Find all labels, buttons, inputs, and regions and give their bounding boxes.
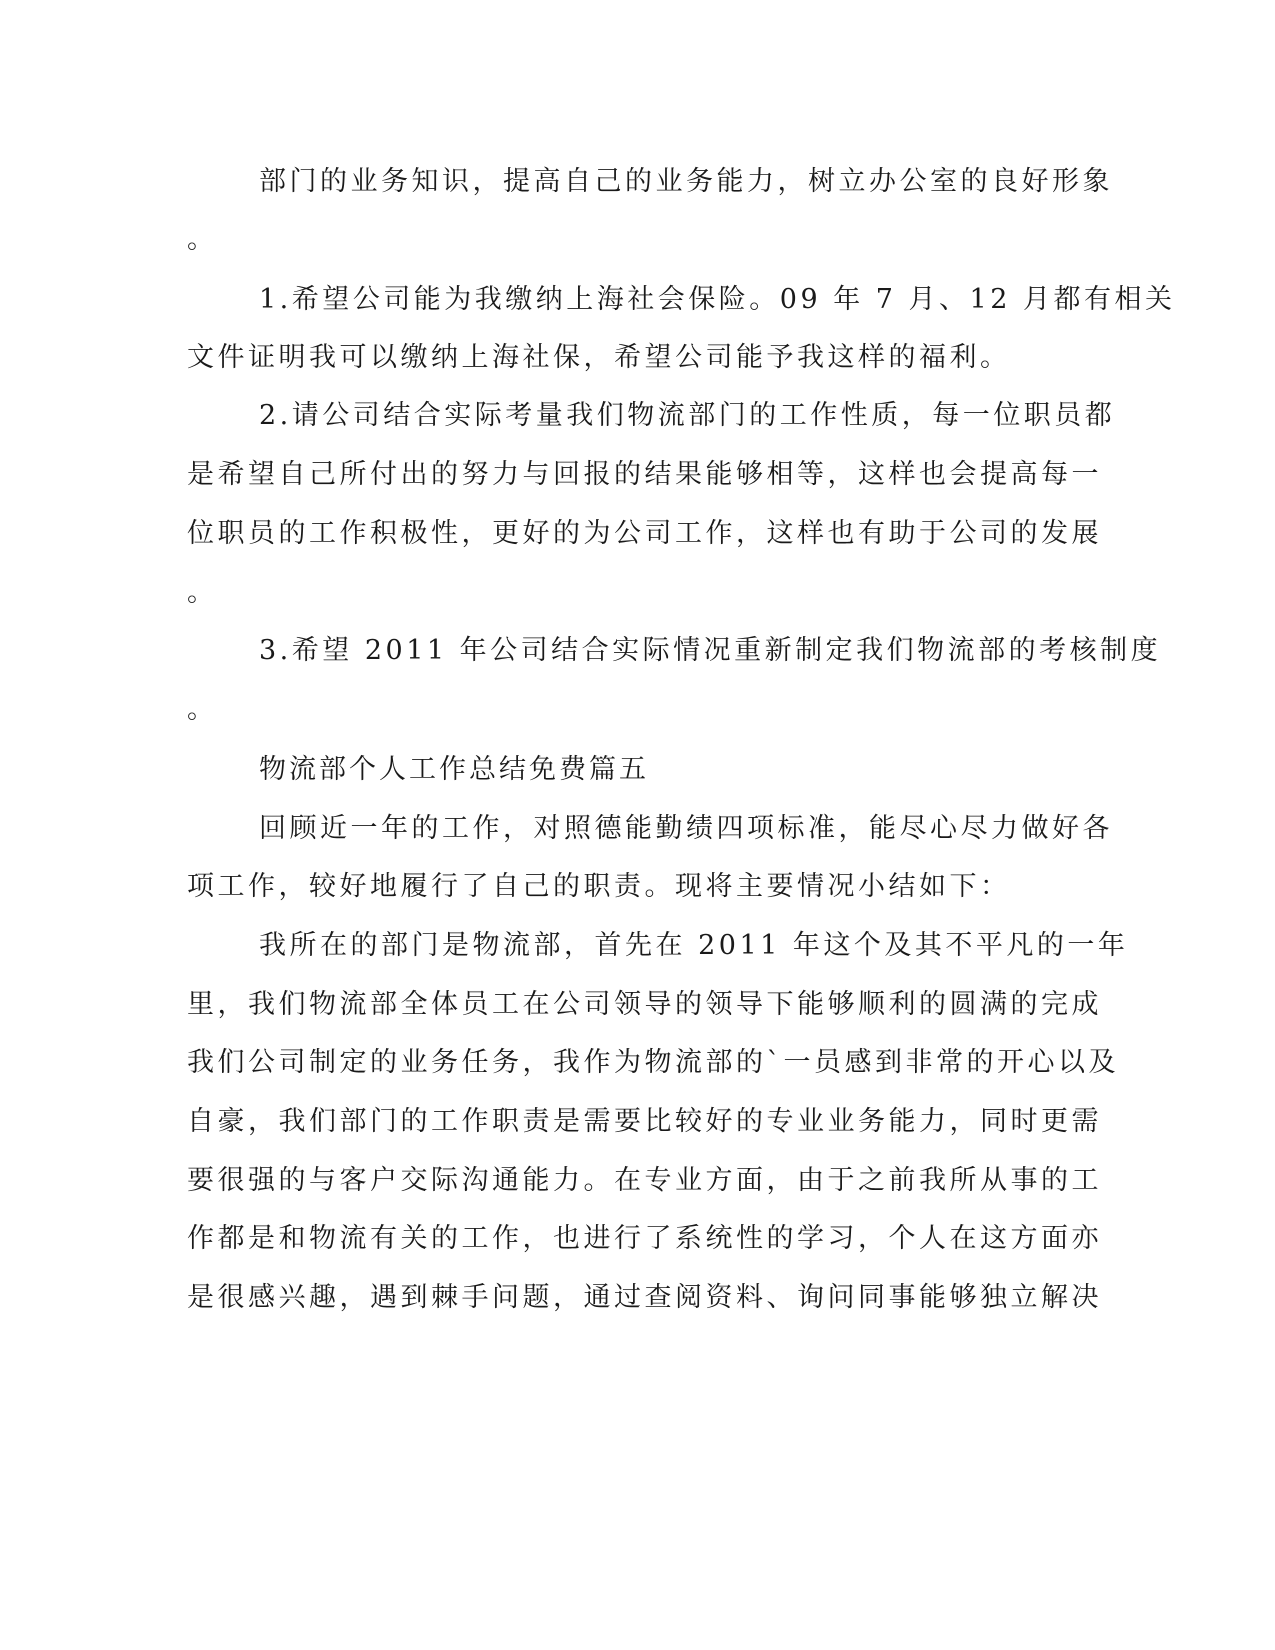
text-line: 位职员的工作积极性，更好的为公司工作，这样也有助于公司的发展 <box>187 518 1102 549</box>
text-line: 我们公司制定的业务任务，我作为物流部的`一员感到非常的开心以及 <box>187 1047 1119 1078</box>
text-line: 要很强的与客户交际沟通能力。在专业方面，由于之前我所从事的工 <box>187 1165 1102 1196</box>
text-line: 作都是和物流有关的工作，也进行了系统性的学习，个人在这方面亦 <box>187 1223 1102 1254</box>
text-line: 。 <box>187 694 218 725</box>
text-line: 我所在的部门是物流部，首先在 2011 年这个及其不平凡的一年 <box>259 930 1129 961</box>
text-line: 部门的业务知识，提高自己的业务能力，树立办公室的良好形象 <box>259 166 1113 197</box>
text-line: 回顾近一年的工作，对照德能勤绩四项标准，能尽心尽力做好各 <box>259 813 1113 844</box>
text-line: 项工作，较好地履行了自己的职责。现将主要情况小结如下： <box>187 871 1011 902</box>
text-line: 里，我们物流部全体员工在公司领导的领导下能够顺利的圆满的完成 <box>187 989 1102 1020</box>
section-heading: 物流部个人工作总结免费篇五 <box>259 754 649 785</box>
text-line: 自豪，我们部门的工作职责是需要比较好的专业业务能力，同时更需 <box>187 1106 1102 1137</box>
text-line: 1.希望公司能为我缴纳上海社会保险。09 年 7 月、12 月都有相关 <box>259 284 1176 315</box>
text-line: 。 <box>187 224 218 255</box>
text-line: 文件证明我可以缴纳上海社保，希望公司能予我这样的福利。 <box>187 342 1011 373</box>
text-line: 2.请公司结合实际考量我们物流部门的工作性质，每一位职员都 <box>259 400 1116 431</box>
text-line: 是很感兴趣，遇到棘手问题，通过查阅资料、询问同事能够独立解决 <box>187 1282 1102 1313</box>
text-line: 3.希望 2011 年公司结合实际情况重新制定我们物流部的考核制度 <box>259 635 1162 666</box>
text-line: 。 <box>187 577 218 608</box>
text-line: 是希望自己所付出的努力与回报的结果能够相等，这样也会提高每一 <box>187 459 1102 490</box>
